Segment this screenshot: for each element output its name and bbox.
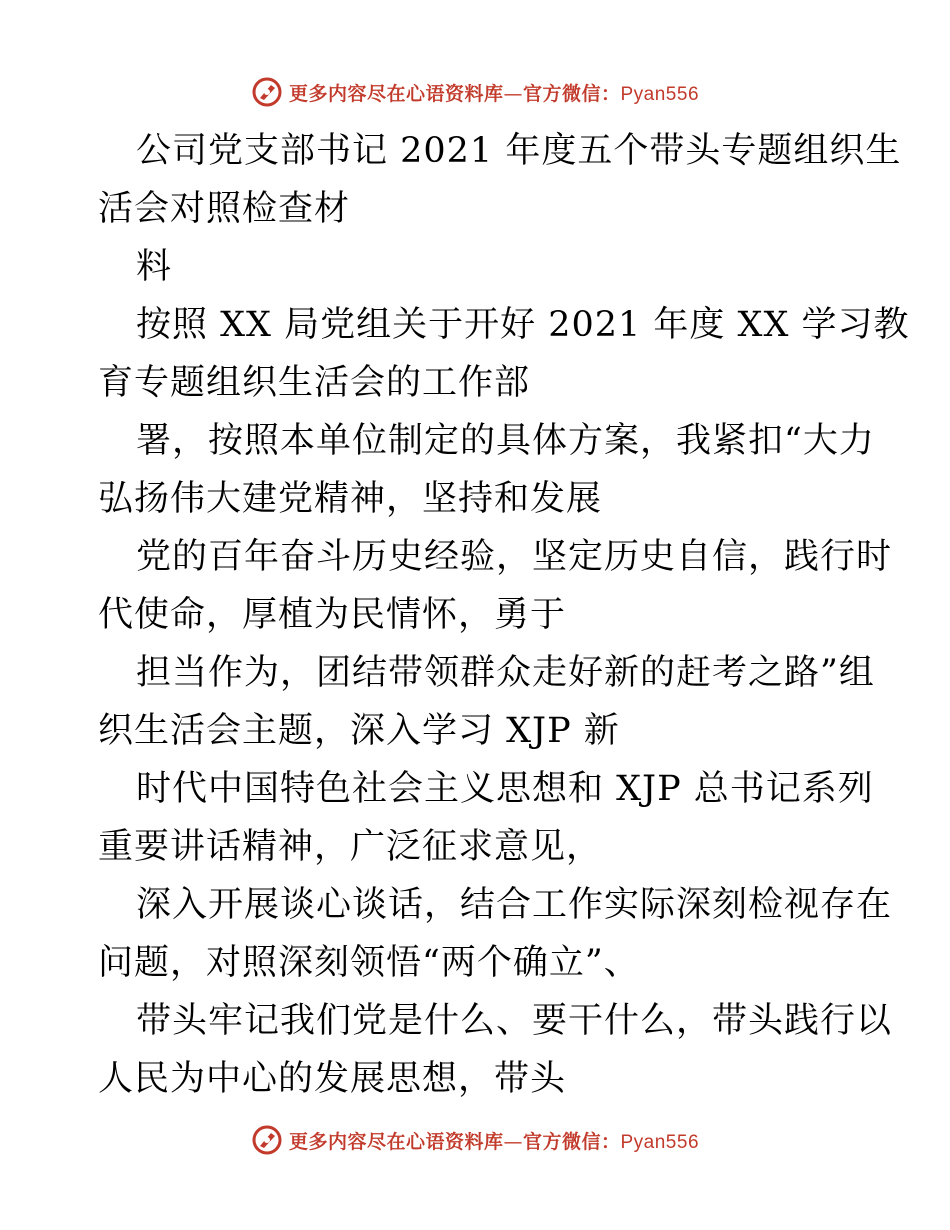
watermark-separator: — <box>503 82 523 105</box>
document-line: 担当作为，团结带领群众走好新的赶考之路”组 <box>136 653 875 693</box>
watermark-text <box>289 79 699 106</box>
watermark-slogan: 更多内容尽在心语资料库 <box>288 82 504 105</box>
document-line: 弘扬伟大建党精神，坚持和发展 <box>98 479 603 519</box>
document-line: 育专题组织生活会的工作部 <box>98 363 531 403</box>
document-line: 带头牢记我们党是什么、要干什么，带头践行以 <box>136 1001 893 1041</box>
document-line: 重要讲话精神，广泛征求意见， <box>98 827 603 867</box>
document-line: 活会对照检查材 <box>98 189 351 229</box>
quill-circle-icon <box>251 76 283 108</box>
document-line: 人民为中心的发展思想，带头 <box>98 1059 567 1099</box>
document-line: 织生活会主题，深入学习 XJP 新 <box>98 711 620 751</box>
document-line: 料 <box>136 247 173 287</box>
watermark-separator: — <box>503 1130 523 1153</box>
document-line: 时代中国特色社会主义思想和 XJP 总书记系列 <box>136 769 874 809</box>
quill-circle-icon <box>251 1124 283 1156</box>
watermark-contact-label: 官方微信： <box>522 1130 621 1153</box>
document-line: 公司党支部书记 2021 年度五个带头专题组织生 <box>136 131 902 171</box>
watermark-contact-id: Pyan556 <box>620 83 700 105</box>
document-line: 代使命，厚植为民情怀，勇于 <box>98 595 567 635</box>
document-line: 深入开展谈心谈话，结合工作实际深刻检视存在 <box>136 885 893 925</box>
watermark-text <box>289 1127 699 1154</box>
document-line: 党的百年奋斗历史经验，坚定历史自信，践行时 <box>136 537 893 577</box>
document-body <box>98 122 910 1108</box>
watermark-banner-top <box>0 72 950 112</box>
watermark-slogan: 更多内容尽在心语资料库 <box>288 1130 504 1153</box>
document-line: 署，按照本单位制定的具体方案，我紧扣“大力 <box>136 421 875 461</box>
document-line: 按照 XX 局党组关于开好 2021 年度 XX 学习教 <box>136 305 910 345</box>
watermark-banner-bottom <box>0 1120 950 1160</box>
document-line: 问题，对照深刻领悟“两个确立”、 <box>98 943 640 983</box>
watermark-contact-id: Pyan556 <box>620 1131 700 1153</box>
watermark-contact-label: 官方微信： <box>522 82 621 105</box>
